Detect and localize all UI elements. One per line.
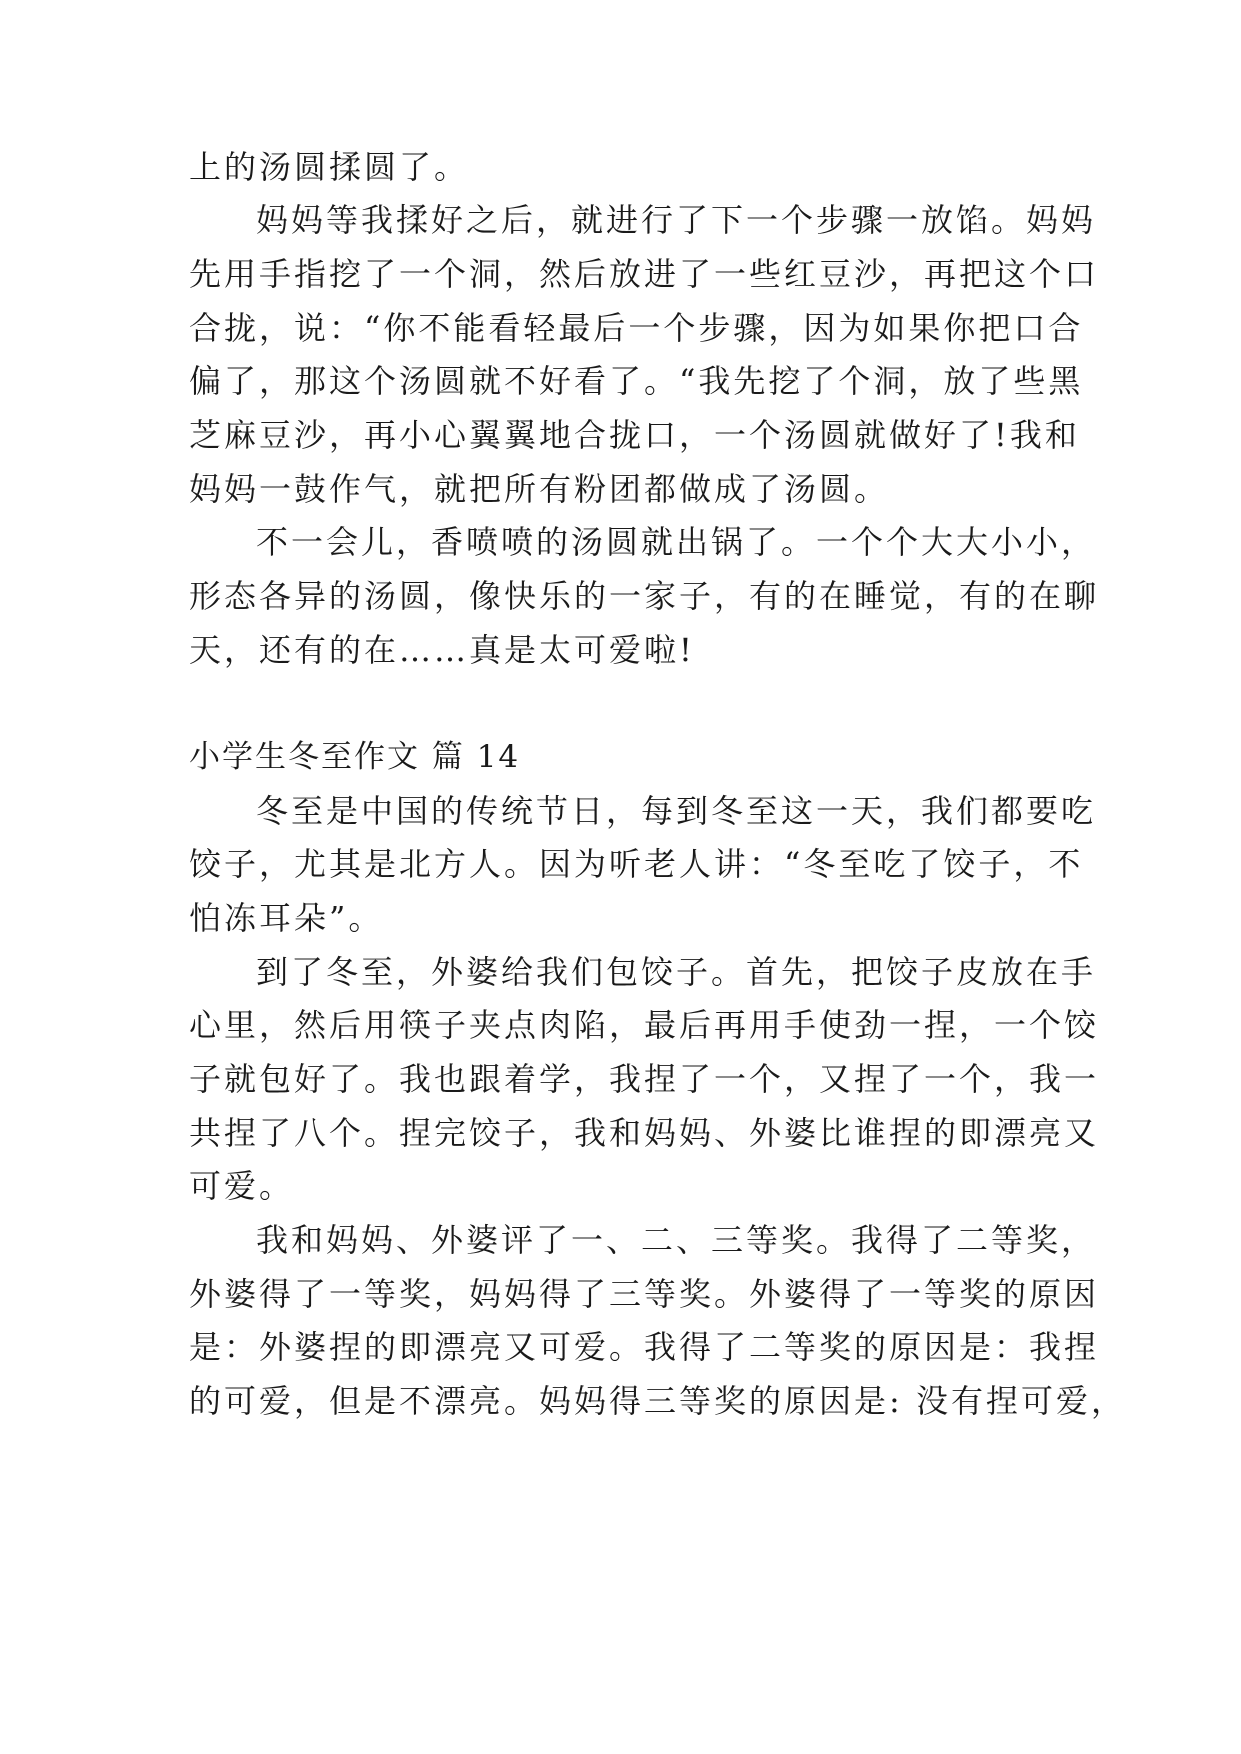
text-line: 怕冻耳朵”。 [189,899,384,937]
text-line: 妈妈等我揉好之后，就进行了下一个步骤一放馅。妈妈 [256,201,1097,239]
text-line: 天，还有的在……真是太可爱啦! [189,631,695,669]
text-line: 子就包好了。我也跟着学，我捏了一个，又捏了一个，我一 [189,1060,1100,1098]
text-line: 心里，然后用筷子夹点肉陷，最后再用手使劲一捏，一个饺 [189,1006,1100,1044]
section-heading: 小学生冬至作文 篇 14 [189,739,521,775]
text-line: 的可爱，但是不漂亮。妈妈得三等奖的原因是: 没有捏可爱， [189,1382,1126,1420]
text-line: 合拢，说：“你不能看轻最后一个步骤，因为如果你把口合 [189,309,1084,347]
text-line: 是：外婆捏的即漂亮又可爱。我得了二等奖的原因是：我捏 [189,1328,1100,1366]
text-line: 到了冬至，外婆给我们包饺子。首先，把饺子皮放在手 [256,953,1097,991]
text-line: 饺子，尤其是北方人。因为听老人讲：“冬至吃了饺子，不 [189,845,1084,883]
text-line: 外婆得了一等奖，妈妈得了三等奖。外婆得了一等奖的原因 [189,1275,1100,1313]
text-line: 我和妈妈、外婆评了一、二、三等奖。我得了二等奖， [256,1221,1097,1259]
text-line: 偏了，那这个汤圆就不好看了。“我先挖了个洞，放了些黑 [189,362,1084,400]
text-line: 形态各异的汤圆，像快乐的一家子，有的在睡觉，有的在聊 [189,577,1100,615]
text-line: 上的汤圆揉圆了。 [189,148,470,186]
text-line: 冬至是中国的传统节日，每到冬至这一天，我们都要吃 [256,792,1097,830]
text-line: 妈妈一鼓作气，就把所有粉团都做成了汤圆。 [189,470,890,508]
text-line: 共捏了八个。捏完饺子，我和妈妈、外婆比谁捏的即漂亮又 [189,1114,1100,1152]
text-line: 可爱。 [189,1167,295,1205]
text-line: 不一会儿，香喷喷的汤圆就出锅了。一个个大大小小， [256,523,1097,561]
text-line: 先用手指挖了一个洞，然后放进了一些红豆沙，再把这个口 [189,255,1100,293]
text-line: 芝麻豆沙，再小心翼翼地合拢口，一个汤圆就做好了!我和 [189,416,1080,454]
